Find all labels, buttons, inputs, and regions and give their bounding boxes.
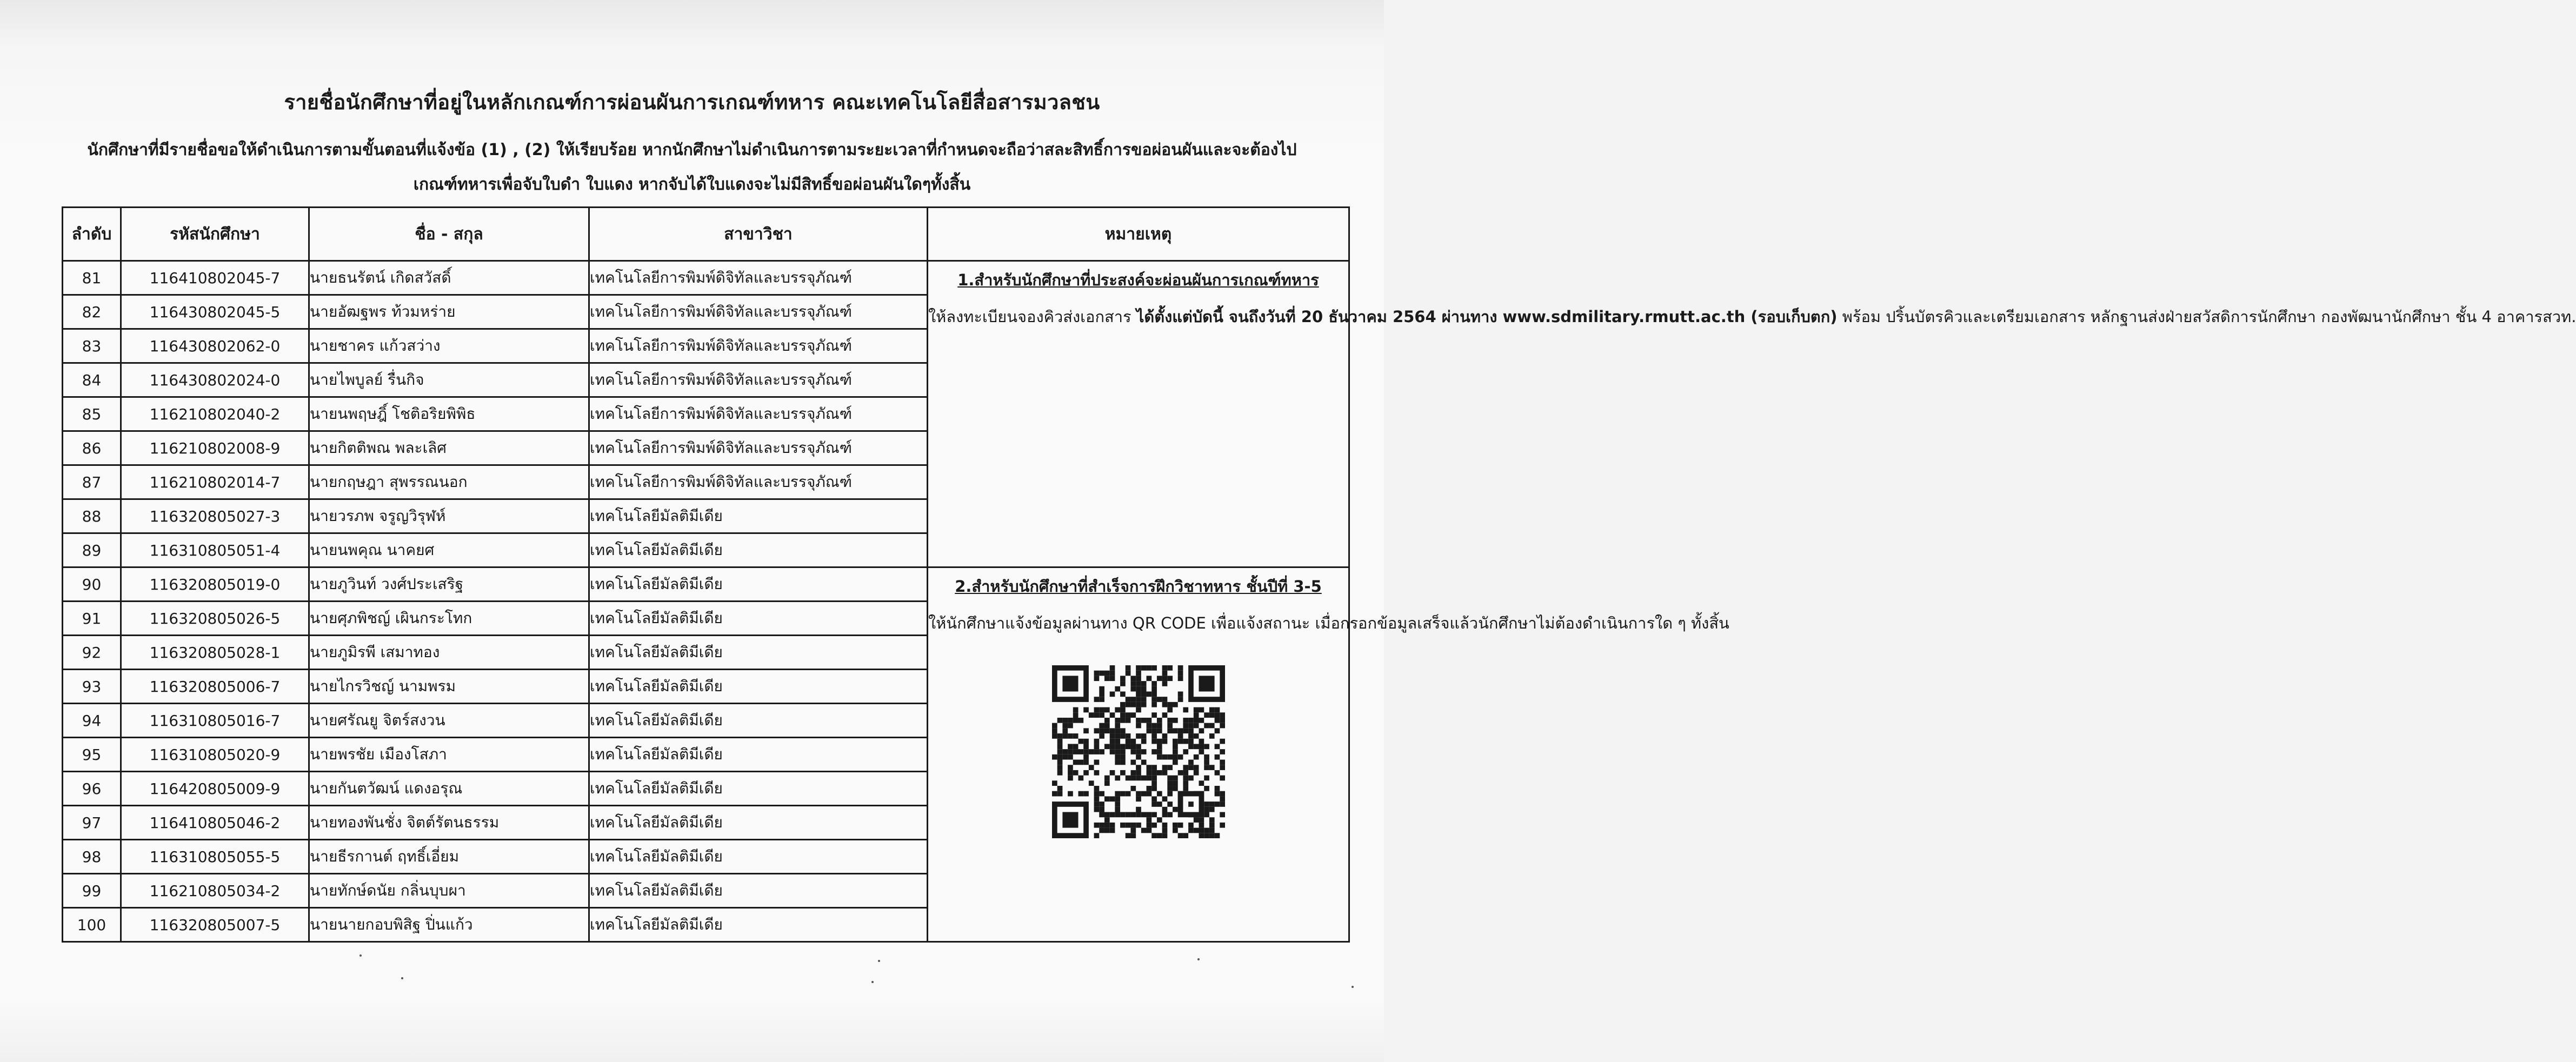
cell-name: นายศรัณยู จิตร์สงวน <box>309 704 589 738</box>
cell-major: เทคโนโลยีมัลติมีเดีย <box>589 772 928 806</box>
scan-speck <box>1197 958 1200 960</box>
page-title: รายชื่อนักศึกษาที่อยู่ในหลักเกณฑ์การผ่อนผันการเกณฑ์ทหาร คณะเทคโนโลยีสื่อสารมวลชน <box>284 90 1100 114</box>
cell-no: 87 <box>63 465 121 499</box>
cell-no: 82 <box>63 295 121 329</box>
cell-no: 93 <box>63 670 121 704</box>
cell-no: 96 <box>63 772 121 806</box>
cell-major: เทคโนโลยีมัลติมีเดีย <box>589 908 928 942</box>
note-cell-1 <box>928 261 2576 567</box>
cell-no: 100 <box>63 908 121 942</box>
cell-name: นายภูมิรพี เสมาทอง <box>309 636 589 670</box>
cell-student-id: 116320805019-0 <box>121 567 309 602</box>
cell-name: นายชาคร แก้วสว่าง <box>309 329 589 363</box>
cell-student-id: 116310805051-4 <box>121 533 309 567</box>
scan-speck <box>1352 986 1354 988</box>
table-header-row <box>63 208 1349 261</box>
cell-name: นายทองพันชั่ง จิตต์รัตนธรรม <box>309 806 589 840</box>
qr-code-icon[interactable] <box>1052 665 1225 838</box>
note-2-text: ให้นักศึกษาแจ้งข้อมูลผ่านทาง QR CODE เพื่อแจ้งสถานะ เมื่อกรอกข้อมูลเสร็จแล้วนักศึกษาไม่ต้องดำเนินการใด ๆ ทั้งสิ้น <box>928 614 1729 632</box>
cell-student-id: 116210802008-9 <box>121 431 309 465</box>
scan-speck <box>871 981 874 983</box>
cell-no: 91 <box>63 602 121 636</box>
cell-student-id: 116420805009-9 <box>121 772 309 806</box>
cell-major: เทคโนโลยีการพิมพ์ดิจิทัลและบรรจุภัณฑ์ <box>589 295 928 329</box>
cell-no: 86 <box>63 431 121 465</box>
cell-major: เทคโนโลยีการพิมพ์ดิจิทัลและบรรจุภัณฑ์ <box>589 329 928 363</box>
note-2-heading: 2.สำหรับนักศึกษาที่สำเร็จการฝึกวิชาทหาร ชั้นปีที่ 3-5 <box>955 577 1322 596</box>
cell-major: เทคโนโลยีมัลติมีเดีย <box>589 806 928 840</box>
cell-student-id: 116320805028-1 <box>121 636 309 670</box>
cell-name: นายทักษ์ดนัย กลิ่นบุบผา <box>309 874 589 908</box>
page-subtitle <box>81 133 1303 202</box>
cell-no: 83 <box>63 329 121 363</box>
cell-no: 81 <box>63 261 121 295</box>
header-name: ชื่อ - สกุล <box>309 208 589 261</box>
cell-major: เทคโนโลยีมัลติมีเดีย <box>589 738 928 772</box>
cell-no: 84 <box>63 363 121 397</box>
cell-student-id: 116210802040-2 <box>121 397 309 431</box>
cell-no: 97 <box>63 806 121 840</box>
note-1-text-a: ให้ลงทะเบียนจองคิวส่งเอกสาร <box>928 308 1136 326</box>
cell-major: เทคโนโลยีการพิมพ์ดิจิทัลและบรรจุภัณฑ์ <box>589 397 928 431</box>
cell-student-id: 116410802045-7 <box>121 261 309 295</box>
cell-name: นายกฤษฎา สุพรรณนอก <box>309 465 589 499</box>
cell-student-id: 116320805007-5 <box>121 908 309 942</box>
cell-major: เทคโนโลยีการพิมพ์ดิจิทัลและบรรจุภัณฑ์ <box>589 363 928 397</box>
scan-speck <box>360 954 362 957</box>
cell-student-id: 116410805046-2 <box>121 806 309 840</box>
cell-name: นายภูวินท์ วงศ์ประเสริฐ <box>309 567 589 602</box>
cell-major: เทคโนโลยีการพิมพ์ดิจิทัลและบรรจุภัณฑ์ <box>589 261 928 295</box>
cell-no: 85 <box>63 397 121 431</box>
student-table <box>62 206 2576 943</box>
cell-name: นายพรชัย เมืองโสภา <box>309 738 589 772</box>
header-major: สาขาวิชา <box>589 208 928 261</box>
header-student-id: รหัสนักศึกษา <box>121 208 309 261</box>
cell-name: นายไกรวิชญ์ นามพรม <box>309 670 589 704</box>
header-no: ลำดับ <box>63 208 121 261</box>
cell-major: เทคโนโลยีมัลติมีเดีย <box>589 636 928 670</box>
cell-major: เทคโนโลยีมัลติมีเดีย <box>589 840 928 874</box>
cell-no: 94 <box>63 704 121 738</box>
cell-major: เทคโนโลยีมัลติมีเดีย <box>589 874 928 908</box>
cell-major: เทคโนโลยีมัลติมีเดีย <box>589 567 928 602</box>
cell-no: 99 <box>63 874 121 908</box>
cell-student-id: 116310805016-7 <box>121 704 309 738</box>
cell-no: 89 <box>63 533 121 567</box>
cell-name: นายอัฒฐพร ท้วมหร่าย <box>309 295 589 329</box>
cell-student-id: 116430802045-5 <box>121 295 309 329</box>
cell-major: เทคโนโลยีมัลติมีเดีย <box>589 499 928 533</box>
cell-student-id: 116210802014-7 <box>121 465 309 499</box>
cell-major: เทคโนโลยีการพิมพ์ดิจิทัลและบรรจุภัณฑ์ <box>589 431 928 465</box>
cell-major: เทคโนโลยีการพิมพ์ดิจิทัลและบรรจุภัณฑ์ <box>589 465 928 499</box>
cell-name: นายนพคุณ นาคยศ <box>309 533 589 567</box>
table-row <box>63 261 1349 295</box>
note-1-heading: 1.สำหรับนักศึกษาที่ประสงค์จะผ่อนผันการเกณฑ์ทหาร <box>957 271 1319 289</box>
cell-student-id: 116430802024-0 <box>121 363 309 397</box>
cell-no: 98 <box>63 840 121 874</box>
cell-no: 92 <box>63 636 121 670</box>
cell-student-id: 116320805026-5 <box>121 602 309 636</box>
cell-major: เทคโนโลยีมัลติมีเดีย <box>589 670 928 704</box>
cell-name: นายไพบูลย์ รื่นกิจ <box>309 363 589 397</box>
cell-no: 88 <box>63 499 121 533</box>
cell-major: เทคโนโลยีมัลติมีเดีย <box>589 602 928 636</box>
scan-speck <box>401 977 403 979</box>
note-1-text-b: พร้อม ปริ้นบัตรคิวและเตรียมเอกสาร หลักฐานส่งฝ่ายสวัสดิการนักศึกษา กองพัฒนานักศึกษา ชั้น 4 อาคารสวท. <box>1837 308 2576 326</box>
cell-no: 90 <box>63 567 121 602</box>
cell-major: เทคโนโลยีมัลติมีเดีย <box>589 704 928 738</box>
qr-code-graphic <box>1052 665 1225 838</box>
cell-student-id: 116320805006-7 <box>121 670 309 704</box>
cell-student-id: 116210805034-2 <box>121 874 309 908</box>
cell-name: นายศุภพิชญ์ เผินกระโทก <box>309 602 589 636</box>
table-row <box>63 567 1349 602</box>
note-1-bold: ได้ตั้งแต่บัดนี้ จนถึงวันที่ 20 ธันวาคม 2564 ผ่านทาง www.sdmilitary.rmutt.ac.th (รอบเก็บตก) <box>1136 308 1838 326</box>
note-cell-2 <box>928 567 1729 942</box>
scan-speck <box>878 960 880 962</box>
header-note: หมายเหตุ <box>928 208 1349 261</box>
cell-name: นายนายกอบพิสิฐ ปิ่นแก้ว <box>309 908 589 942</box>
subtitle-line-1: นักศึกษาที่มีรายชื่อขอให้ดำเนินการตามขั้นตอนที่แจ้งข้อ (1) , (2) ให้เรียบร้อย หากนักศึกษาไม่ดำเนินการตามระยะเวลาที่กำหนดจะถือว่าสละสิทธิ์การขอผ่อนผันและจะต้องไป <box>87 141 1297 159</box>
cell-name: นายธนรัตน์ เกิดสวัสดิ์ <box>309 261 589 295</box>
cell-student-id: 116310805020-9 <box>121 738 309 772</box>
cell-name: นายนพฤษฎิ์ โชติอริยพิพิธ <box>309 397 589 431</box>
subtitle-line-2: เกณฑ์ทหารเพื่อจับใบดำ ใบแดง หากจับได้ใบแดงจะไม่มีสิทธิ์ขอผ่อนผันใดๆทั้งสิ้น <box>413 175 971 194</box>
cell-student-id: 116320805027-3 <box>121 499 309 533</box>
cell-name: นายกันตวัฒน์ แดงอรุณ <box>309 772 589 806</box>
cell-name: นายธีรกานต์ ฤทธิ์เอี่ยม <box>309 840 589 874</box>
cell-major: เทคโนโลยีมัลติมีเดีย <box>589 533 928 567</box>
cell-student-id: 116430802062-0 <box>121 329 309 363</box>
cell-student-id: 116310805055-5 <box>121 840 309 874</box>
cell-name: นายวรภพ จรูญวิรุฬห์ <box>309 499 589 533</box>
cell-no: 95 <box>63 738 121 772</box>
cell-name: นายกิตติพณ พละเลิศ <box>309 431 589 465</box>
